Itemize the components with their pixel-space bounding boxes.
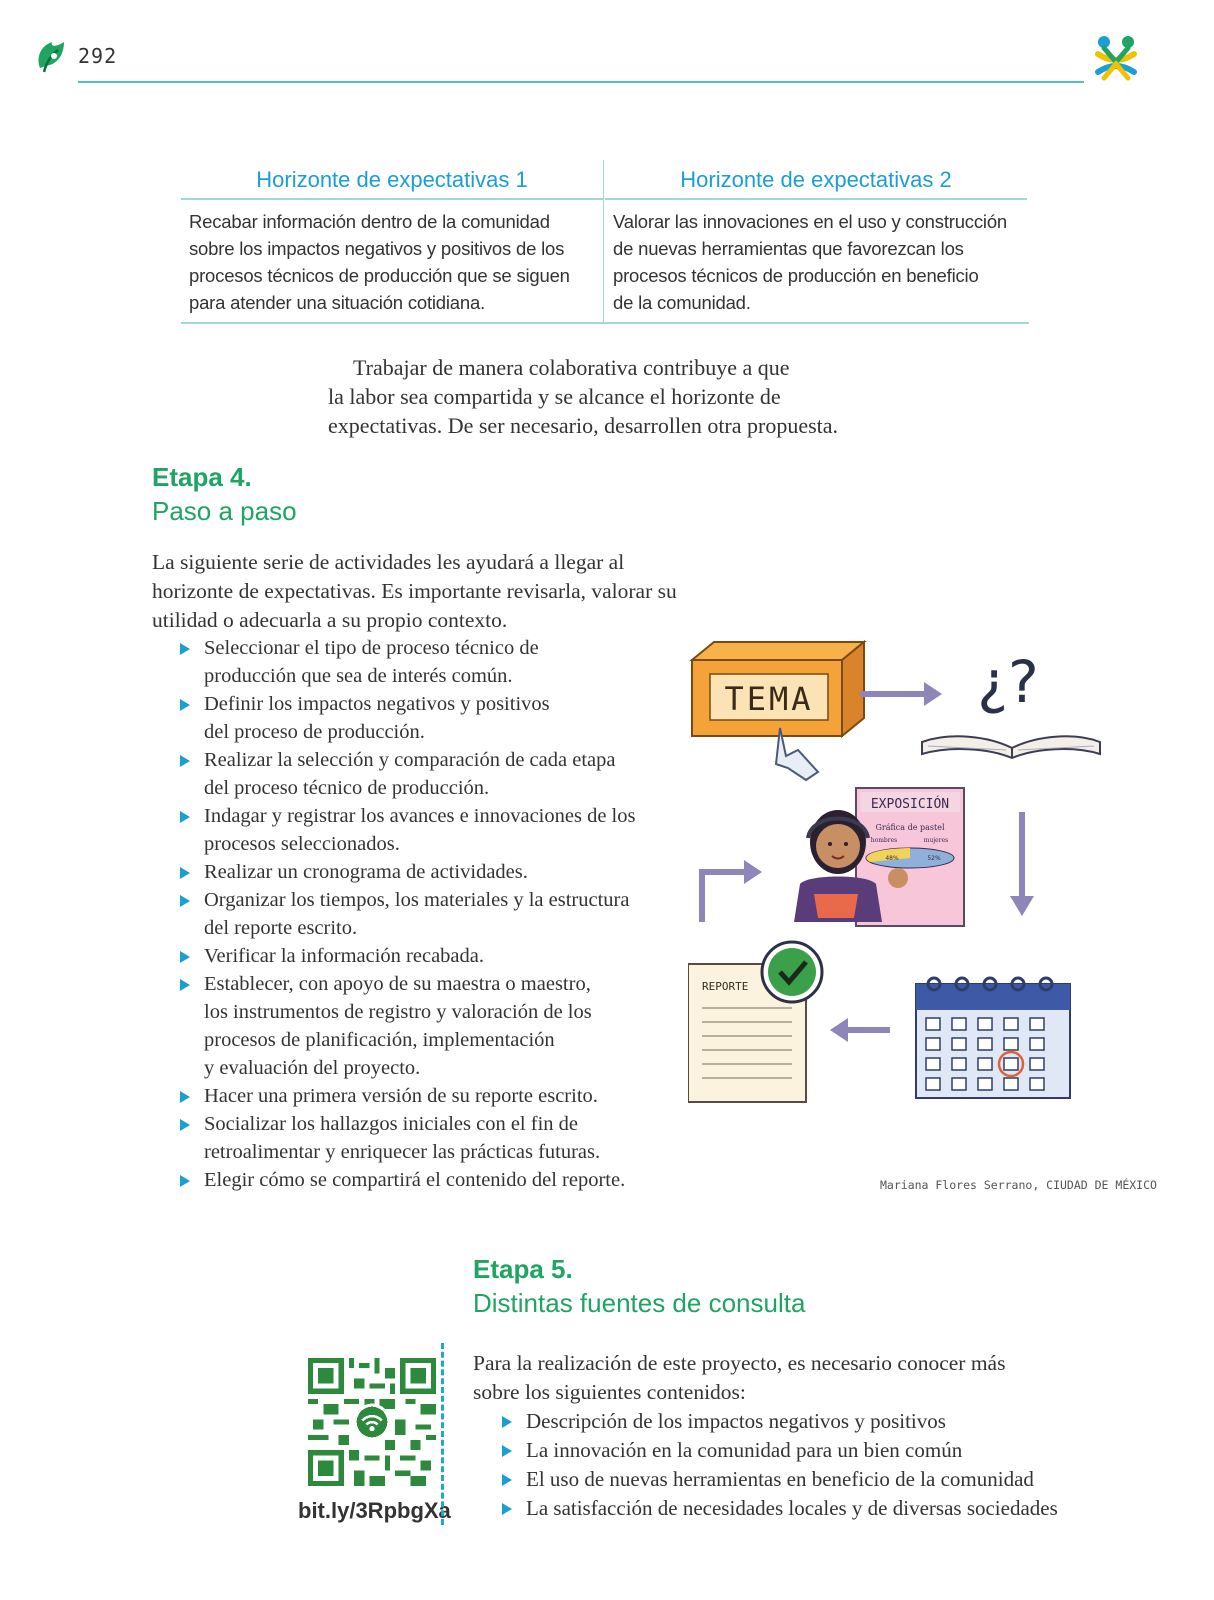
text-line: los instrumentos de registro y valoración de los (204, 1001, 592, 1023)
bullet-triangle-icon (502, 1474, 512, 1486)
text-line: Elegir cómo se compartirá el contenido del reporte. (204, 1169, 626, 1191)
text-line: procesos técnicos de producción que se siguen (189, 265, 570, 286)
text-line: Socializar los hallazgos iniciales con el fin de (204, 1113, 578, 1135)
table-divider (603, 160, 604, 324)
text-line: Realizar un cronograma de actividades. (204, 861, 528, 883)
topic-text: Descripción de los impactos negativos y positivos (526, 1409, 946, 1433)
text-line: del proceso de producción. (204, 721, 425, 743)
expectations-table (181, 160, 1029, 324)
bullet-triangle-icon (180, 867, 190, 879)
text-line: Definir los impactos negativos y positivos (204, 693, 550, 715)
text-line: la labor sea compartida y se alcance el horizonte de (328, 384, 781, 409)
stage-5-intro (473, 1349, 1073, 1407)
bullet-triangle-icon (180, 643, 190, 655)
stage-4-intro (152, 548, 732, 635)
bullet-triangle-icon (502, 1503, 512, 1515)
topics-list (500, 1407, 1100, 1523)
arrow-down-icon (1010, 812, 1034, 916)
expectations-heading-2: Horizonte de expectativas 2 (605, 160, 1027, 200)
poster-legend-2: mujeres (923, 837, 949, 844)
text-line: de la comunidad. (613, 292, 751, 313)
text-line: expectativas. De ser necesario, desarrollen otra propuesta. (328, 413, 839, 438)
text-line: sobre los impactos negativos y positivos de los (189, 238, 565, 259)
pie-label-2: 52% (927, 855, 941, 862)
topic-text: La satisfacción de necesidades locales y de diversas sociedades (526, 1496, 1058, 1520)
expectations-text-2 (605, 200, 1027, 316)
text-line: procesos seleccionados. (204, 833, 400, 855)
text-line: Organizar los tiempos, los materiales y la estructura (204, 889, 630, 911)
text-line: Hacer una primera versión de su reporte escrito. (204, 1085, 598, 1107)
dashed-divider (441, 1343, 444, 1525)
text-line: utilidad o adecuarla a su propio contexto. (152, 608, 508, 632)
bullet-triangle-icon (180, 979, 190, 991)
qr-link[interactable]: bit.ly/3RpbgXa (298, 1498, 451, 1523)
topic-box-label: TEMA (724, 680, 814, 718)
calendar-icon (916, 978, 1070, 1098)
bullet-triangle-icon (180, 1119, 190, 1131)
bullet-triangle-icon (180, 699, 190, 711)
expectations-column-2 (605, 160, 1027, 324)
arrow-left-icon (830, 1018, 890, 1042)
text-line: Valorar las innovaciones en el uso y construcción (613, 211, 1007, 232)
text-line: del reporte escrito. (204, 917, 358, 939)
text-line: retroalimentar y enriquecer las prácticas futuras. (204, 1141, 601, 1163)
leaf-logo-icon (34, 38, 68, 76)
text-line: para atender una situación cotidiana. (189, 292, 486, 313)
pie-label-1: 48% (885, 855, 899, 862)
community-logo-icon (1090, 32, 1142, 84)
check-mark-icon (762, 942, 822, 1002)
qr-code-icon[interactable] (308, 1358, 436, 1486)
list-item (178, 690, 678, 746)
report-title: REPORTE (702, 980, 749, 993)
bullet-triangle-icon (180, 755, 190, 767)
list-item (178, 802, 678, 858)
topic-text: El uso de nuevas herramientas en beneficio de la comunidad (526, 1467, 1034, 1491)
text-line: Trabajar de manera colaborativa contribuye a que (353, 355, 790, 380)
stage-5-subtitle: Distintas fuentes de consulta (473, 1288, 806, 1318)
list-item (178, 858, 678, 886)
text-line: de nuevas herramientas que favorezcan los (613, 238, 964, 259)
stage-4-subtitle: Paso a paso (152, 496, 297, 526)
expectations-heading-1: Horizonte de expectativas 1 (181, 160, 603, 200)
text-line: Seleccionar el tipo de proceso técnico de (204, 637, 539, 659)
list-item (500, 1407, 1100, 1436)
stage-4-title: Etapa 4. (152, 462, 252, 492)
arrow-up-right-icon (702, 860, 762, 922)
poster-title: EXPOSICIÓN (870, 797, 950, 812)
text-line: producción que sea de interés común. (204, 665, 513, 687)
expectations-column-1 (181, 160, 603, 324)
expectations-text-1 (181, 200, 603, 316)
bullet-triangle-icon (180, 895, 190, 907)
list-item (178, 1110, 678, 1166)
text-line: Indagar y registrar los avances e innovaciones de los (204, 805, 636, 827)
steps-list (178, 634, 678, 1194)
text-line: horizonte de expectativas. Es importante revisarla, valorar su (152, 579, 677, 603)
poster-legend-1: hombres (870, 837, 898, 844)
text-line: La siguiente serie de actividades les ayudará a llegar al (152, 550, 625, 574)
list-item (178, 1166, 678, 1194)
poster-subtitle: Gráfica de pastel (875, 823, 945, 832)
arrow-right-icon (860, 682, 942, 706)
topic-box-icon (692, 642, 864, 736)
list-item (178, 634, 678, 690)
list-item (500, 1494, 1100, 1523)
list-item (178, 886, 678, 942)
bullet-triangle-icon (180, 1091, 190, 1103)
text-line: del proceso técnico de producción. (204, 777, 490, 799)
page-number: 292 (78, 44, 118, 68)
open-book-icon (922, 736, 1100, 758)
table-bottom-rule (181, 322, 1029, 324)
bullet-triangle-icon (180, 1175, 190, 1187)
text-line: y evaluación del proyecto. (204, 1057, 421, 1079)
stage-5-heading (473, 1252, 805, 1320)
header-rule (78, 81, 1084, 83)
bullet-triangle-icon (502, 1445, 512, 1457)
stage-4-heading (152, 460, 297, 528)
list-item (178, 942, 678, 970)
text-line: Establecer, con apoyo de su maestra o maestro, (204, 973, 591, 995)
list-item (500, 1465, 1100, 1494)
text-line: procesos de planificación, implementación (204, 1029, 555, 1051)
topic-text: La innovación en la comunidad para un bien común (526, 1438, 963, 1462)
text-line: Para la realización de este proyecto, es necesario conocer más (473, 1351, 1006, 1375)
stage-5-title: Etapa 5. (473, 1254, 573, 1284)
project-cycle-illustration (688, 632, 1108, 1122)
list-item (500, 1436, 1100, 1465)
collaboration-note (328, 353, 888, 440)
text-line: Verificar la información recabada. (204, 945, 485, 967)
list-item (178, 970, 678, 1082)
list-item (178, 746, 678, 802)
illustration-credit: Mariana Flores Serrano, CIUDAD DE MÉXICO (880, 1178, 1157, 1192)
bullet-triangle-icon (180, 811, 190, 823)
question-marks: ¿? (977, 648, 1039, 716)
list-item (178, 1082, 678, 1110)
text-line: sobre los siguientes contenidos: (473, 1380, 746, 1404)
bullet-triangle-icon (180, 951, 190, 963)
text-line: procesos técnicos de producción en beneficio (613, 265, 979, 286)
text-line: Realizar la selección y comparación de cada etapa (204, 749, 616, 771)
bullet-triangle-icon (502, 1416, 512, 1428)
text-line: Recabar información dentro de la comunidad (189, 211, 550, 232)
